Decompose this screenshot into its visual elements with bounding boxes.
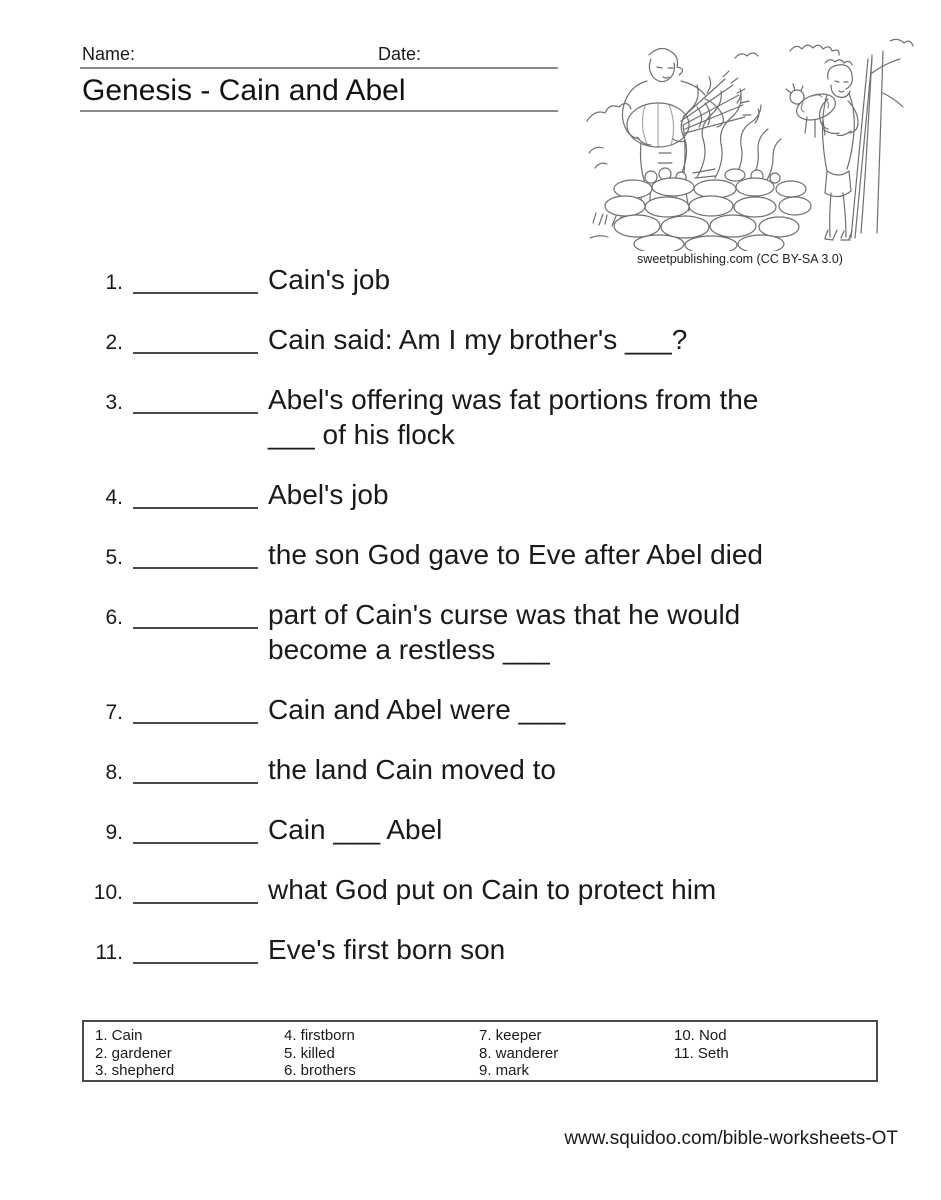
answer-blank-7 [133,700,258,724]
answer-bank-column-3: 7. keeper 8. wanderer 9. mark [479,1027,559,1079]
question-text: Abel's offering was fat portions from the ___ of his flock [268,384,759,450]
question-number: 11. [95,941,123,964]
answer-bank-column-4: 10. Nod 11. Seth [674,1027,729,1062]
question-text: Abel's job [268,479,389,510]
name-date-underline [80,67,558,69]
title-underline [80,110,558,112]
answer-bank-column-1: 1. Cain 2. gardener 3. shepherd [95,1027,175,1079]
footer-source-url: www.squidoo.com/bible-worksheets-OT [564,1128,898,1149]
page-title: Genesis - Cain and Abel [82,74,406,107]
question-text: Cain and Abel were ___ [268,694,566,725]
question-text: what God put on Cain to protect him [268,874,717,905]
question-number: 3. [105,391,123,414]
answer-blank-4 [133,485,258,509]
question-row-6 [90,597,850,667]
answer-blank-2 [133,330,258,354]
answer-blank-3 [133,390,258,414]
question-number: 5. [105,546,123,569]
question-text: the land Cain moved to [268,754,556,785]
question-number: 1. [105,271,123,294]
question-text: Cain's job [268,264,391,295]
answer-bank-box [82,1020,878,1082]
answer-blank-5 [133,545,258,569]
question-text: Cain ___ Abel [268,814,443,845]
answer-blank-1 [133,270,258,294]
answer-blank-10 [133,880,258,904]
question-number: 6. [105,606,123,629]
question-row-9 [90,812,850,847]
question-row-4 [90,477,850,512]
question-row-11 [90,932,850,967]
name-label: Name: [82,44,136,64]
question-number: 8. [105,761,123,784]
question-row-3 [90,382,850,452]
question-row-2 [90,322,850,357]
question-number: 7. [105,701,123,724]
answer-blank-8 [133,760,258,784]
question-number: 9. [105,821,123,844]
answer-blank-6 [133,605,258,629]
question-number: 2. [105,331,123,354]
question-row-7 [90,692,850,727]
question-text: Cain said: Am I my brother's ___? [268,324,688,355]
date-label: Date: [378,44,422,64]
question-text: part of Cain's curse was that he would become a restless ___ [268,599,741,665]
question-row-10 [90,872,850,907]
answer-bank-column-2: 4. firstborn 5. killed 6. brothers [284,1027,356,1079]
question-number: 10. [93,881,123,904]
question-list [90,262,850,992]
cain-and-abel-altar-illustration [585,33,915,251]
answer-blank-9 [133,820,258,844]
question-text: Eve's first born son [268,934,506,965]
question-row-1 [90,262,850,297]
question-row-5 [90,537,850,572]
question-row-8 [90,752,850,787]
question-text: the son God gave to Eve after Abel died [268,539,764,570]
question-number: 4. [105,486,123,509]
illustration-attribution: sweetpublishing.com (CC BY-SA 3.0) [637,252,843,266]
answer-blank-11 [133,940,258,964]
